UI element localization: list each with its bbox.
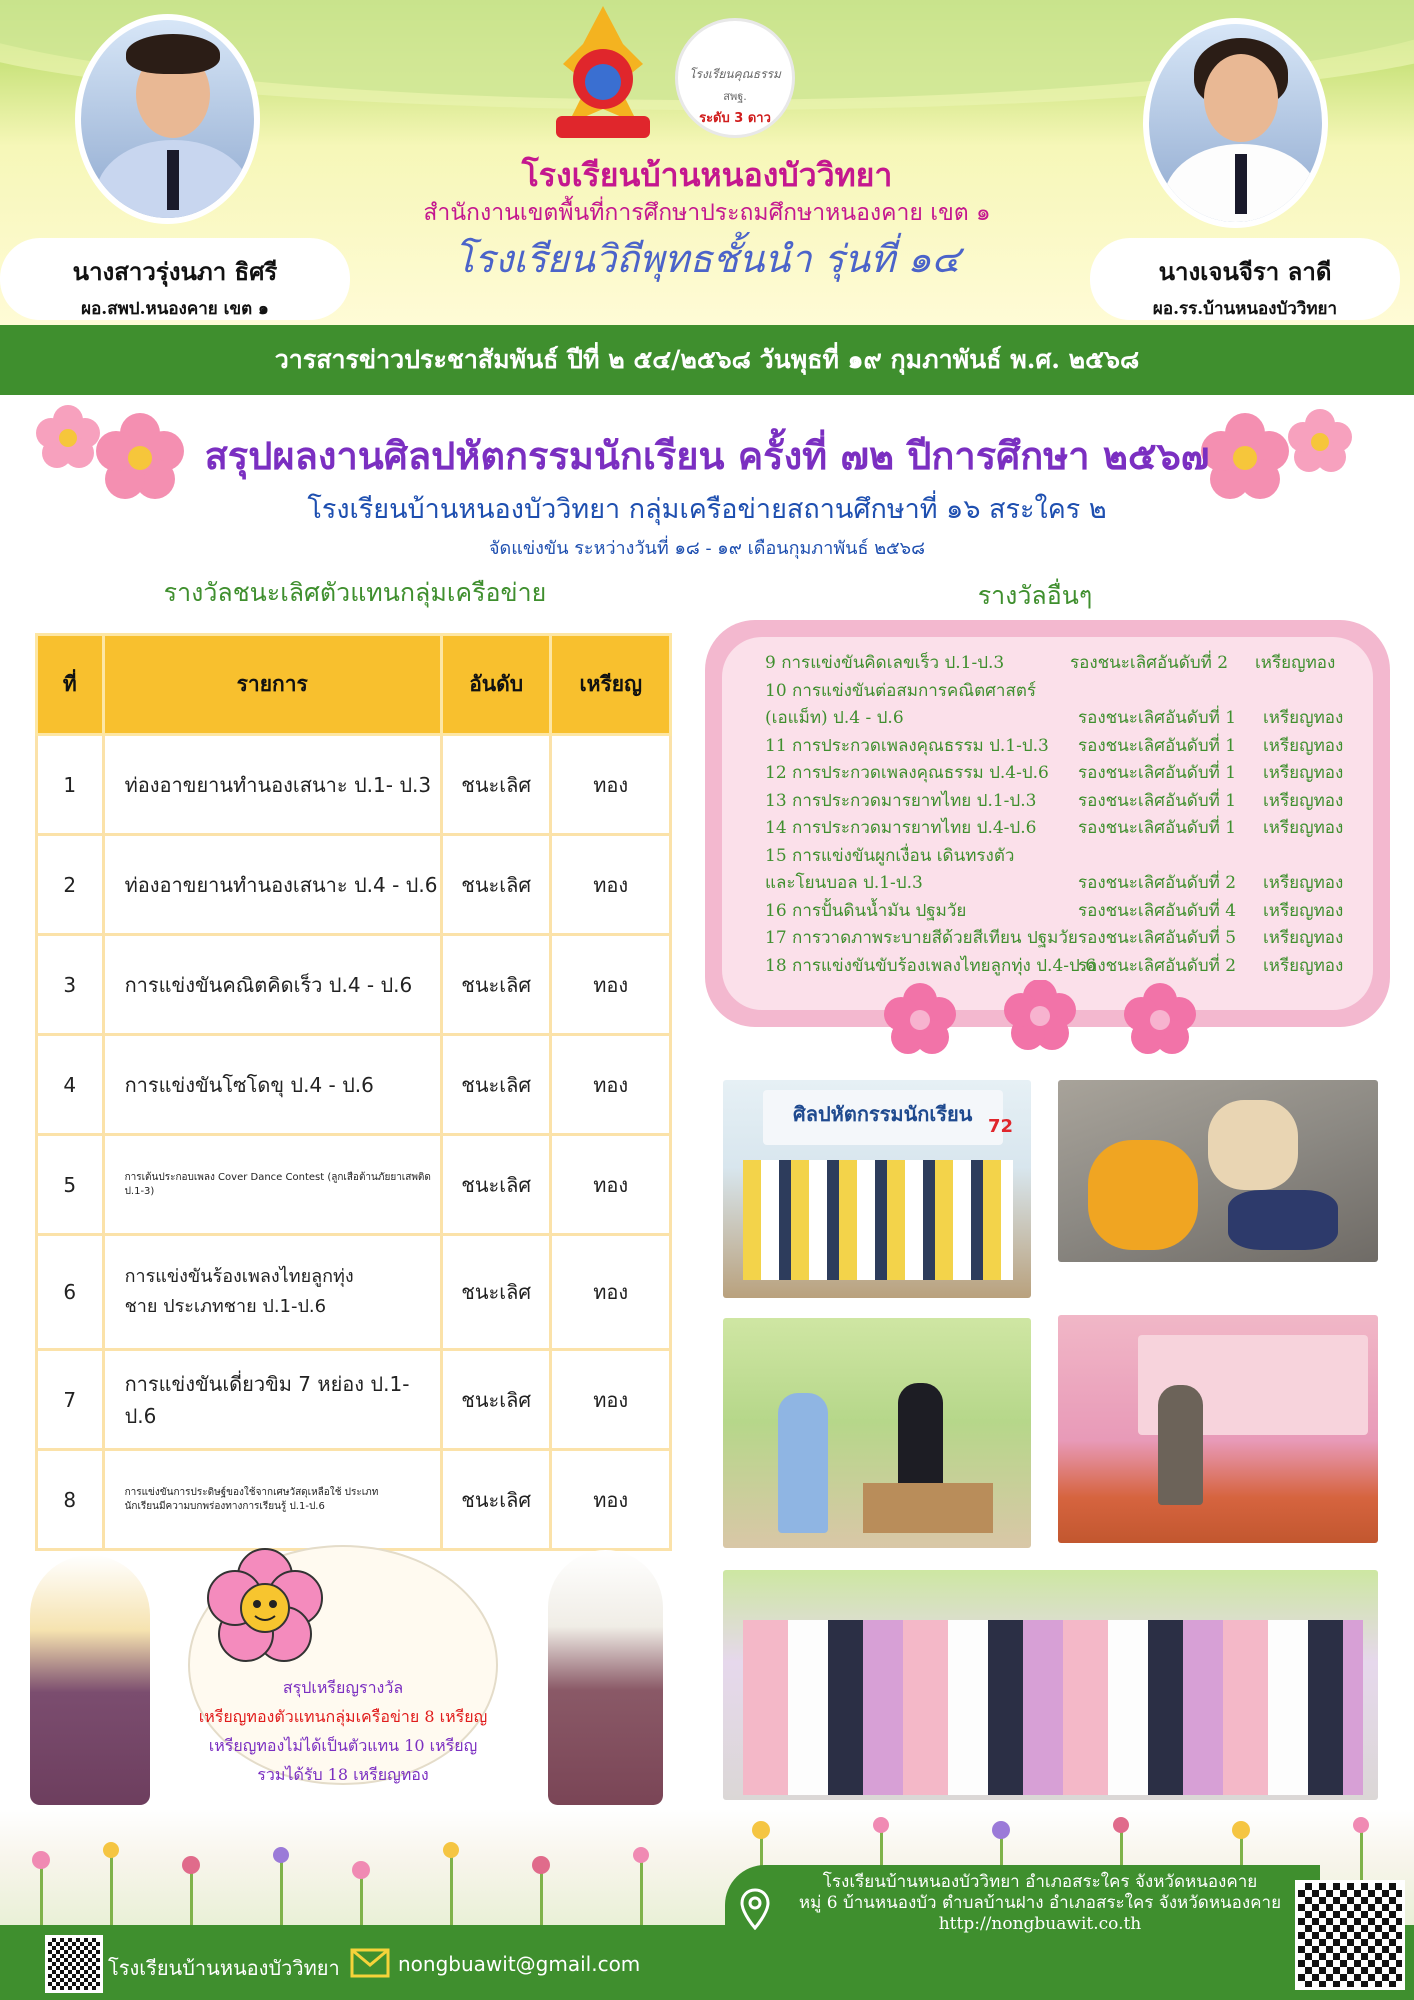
list-item	[765, 925, 1365, 953]
summary-title: สรุปเหรียญรางวัล	[282, 1678, 404, 1697]
award-rank: รองชนะเลิศอันดับที่ 1	[1078, 790, 1237, 811]
award-item: 16 การปั้นดินน้ำมัน ปฐมวัย	[765, 900, 967, 921]
teacher-right-figure	[548, 1550, 663, 1805]
photo-teachers-group	[723, 1570, 1378, 1800]
table-row	[37, 1135, 671, 1235]
table-row	[37, 1450, 671, 1550]
award-item: 13 การประกวดมารยาทไทย ป.1-ป.3	[765, 790, 1037, 811]
row-medal: ทอง	[551, 1450, 671, 1550]
email-link[interactable]: nongbuawit@gmail.com	[398, 1952, 641, 1976]
table-row	[37, 935, 671, 1035]
row-medal: ทอง	[551, 1135, 671, 1235]
list-item	[765, 788, 1365, 816]
row-item: การแข่งขันเดี่ยวขิม 7 หย่อง ป.1-ป.6	[103, 1350, 441, 1450]
row-medal: ทอง	[551, 935, 671, 1035]
photo-banner-num: 72	[988, 1116, 1014, 1137]
table-row	[37, 1035, 671, 1135]
award-item: 17 การวาดภาพระบายสีด้วยสีเทียน ปฐมวัย	[765, 928, 1078, 948]
table-row	[37, 835, 671, 935]
row-item: การแข่งขันคณิตคิดเร็ว ป.4 - ป.6	[103, 935, 441, 1035]
right-person-name: นางเจนจีรา ลาดี	[1158, 257, 1332, 286]
award-rank: รองชนะเลิศอันดับที่ 1	[1078, 818, 1237, 838]
award-medal: เหรียญทอง	[1263, 928, 1344, 948]
flower-left-icon	[28, 400, 198, 510]
award-rank: รองชนะเลิศอันดับที่ 2	[1070, 653, 1229, 673]
col-header-rank: อันดับ	[441, 635, 551, 735]
location-pin-icon	[740, 1888, 770, 1930]
summary-text	[188, 1673, 498, 1789]
row-medal: ทอง	[551, 735, 671, 835]
main-subheading: โรงเรียนบ้านหนองบัววิทยา กลุ่มเครือข่ายสถานศึกษาที่ ๑๖ สระใคร ๒	[307, 494, 1107, 525]
email-icon	[350, 1948, 390, 1978]
award-item: (เอแม็ท) ป.4 - ป.6	[765, 708, 904, 728]
summary-line1: เหรียญทองตัวแทนกลุ่มเครือข่าย 8 เหรียญ	[198, 1707, 488, 1726]
right-name-card	[1090, 238, 1400, 320]
badge-level: ระดับ 3 ดาว	[699, 111, 771, 126]
badge-text: โรงเรียนคุณธรรม	[689, 67, 781, 81]
school-name: โรงเรียนบ้านหนองบัววิทยา	[521, 156, 893, 194]
address-line2: หมู่ 6 บ้านหนองบัว ตำบลบ้านฝาง อำเภอสระใคร จังหวัดหนองคาย	[798, 1893, 1282, 1913]
list-item	[765, 733, 1365, 761]
qr-code-right[interactable]	[1295, 1880, 1405, 1990]
row-rank: ชนะเลิศ	[441, 1135, 551, 1235]
award-medal: เหรียญทอง	[1255, 653, 1336, 673]
photo-students-crafting	[1058, 1080, 1378, 1262]
box-flowers-icon	[870, 980, 1210, 1060]
col-header-no: ที่	[37, 635, 104, 735]
award-rank: รองชนะเลิศอันดับที่ 1	[1078, 763, 1237, 783]
award-medal: เหรียญทอง	[1263, 873, 1344, 893]
school-emblem-logo	[548, 4, 658, 144]
smiley-flower-icon	[205, 1548, 325, 1668]
website-link[interactable]: http://nongbuawit.co.th	[938, 1914, 1142, 1934]
list-item	[765, 815, 1365, 843]
list-item	[765, 843, 1365, 871]
list-item	[765, 705, 1365, 733]
row-rank: ชนะเลิศ	[441, 735, 551, 835]
row-item: การแข่งขันโซโดขุ ป.4 - ป.6	[103, 1035, 441, 1135]
summary-line2: เหรียญทองไม่ได้เป็นตัวแทน 10 เหรียญ	[208, 1736, 478, 1755]
main-heading: สรุปผลงานศิลปหัตกรรมนักเรียน ครั้งที่ ๗๒ ปีการศึกษา ๒๕๖๗	[204, 433, 1210, 478]
row-rank: ชนะเลิศ	[441, 1450, 551, 1550]
left-director-photo	[75, 14, 260, 224]
row-no: 8	[37, 1450, 104, 1550]
list-item	[765, 678, 1365, 706]
award-item: 18 การแข่งขันขับร้องเพลงไทยลูกทุ่ง ป.4-ป.6	[765, 955, 1097, 976]
row-rank: ชนะเลิศ	[441, 935, 551, 1035]
award-rank	[1078, 843, 1263, 871]
table-row	[37, 1350, 671, 1450]
row-medal: ทอง	[551, 1350, 671, 1450]
table-row	[37, 735, 671, 835]
row-item: การแข่งขันการประดิษฐ์ของใช้จากเศษวัสดุเหลือใช้ ประเภทนักเรียนมีความบกพร่องทางการเรียนรู้ ป.1-ป.6	[103, 1450, 441, 1550]
award-rank: รองชนะเลิศอันดับที่ 1	[1078, 708, 1237, 728]
award-medal: เหรียญทอง	[1263, 900, 1344, 921]
award-rank: รองชนะเลิศอันดับที่ 2	[1078, 955, 1237, 976]
award-medal: เหรียญทอง	[1263, 790, 1344, 811]
award-rank: รองชนะเลิศอันดับที่ 1	[1078, 735, 1237, 756]
row-no: 3	[37, 935, 104, 1035]
winners-table	[35, 633, 672, 1551]
row-medal: ทอง	[551, 1035, 671, 1135]
right-director-photo	[1143, 18, 1328, 228]
list-item	[765, 953, 1365, 981]
award-medal: เหรียญทอง	[1263, 735, 1344, 756]
facebook-page-link[interactable]: โรงเรียนบ้านหนองบัววิทยา	[108, 1956, 340, 1980]
other-awards-list	[765, 650, 1365, 980]
award-rank	[1078, 678, 1263, 706]
row-no: 1	[37, 735, 104, 835]
row-item: ท่องอาขยานทำนองเสนาะ ป.1- ป.3	[103, 735, 441, 835]
photo-group-banner	[723, 1080, 1031, 1298]
award-item: 12 การประกวดเพลงคุณธรรม ป.4-ป.6	[765, 763, 1049, 783]
teacher-left-figure	[30, 1555, 150, 1805]
row-no: 4	[37, 1035, 104, 1135]
row-rank: ชนะเลิศ	[441, 1350, 551, 1450]
table-header-row	[37, 635, 671, 735]
award-medal: เหรียญทอง	[1263, 763, 1344, 783]
award-item: 11 การประกวดเพลงคุณธรรม ป.1-ป.3	[765, 735, 1049, 756]
award-item: 10 การแข่งขันต่อสมการคณิตศาสตร์	[765, 680, 1036, 701]
row-rank: ชนะเลิศ	[441, 835, 551, 935]
row-medal: ทอง	[551, 1235, 671, 1350]
row-no: 7	[37, 1350, 104, 1450]
list-item	[765, 760, 1365, 788]
left-name-card	[0, 238, 350, 320]
photo-banner-text: ศิลปหัตกรรมนักเรียน	[793, 1102, 973, 1126]
qr-code-left[interactable]	[45, 1935, 103, 1993]
left-person-position: ผอ.สพป.หนองคาย เขต ๑	[81, 299, 269, 319]
row-item: การเต้นประกอบเพลง Cover Dance Contest (ลูกเสือต้านภัยยาเสพติด ป.1-3)	[103, 1135, 441, 1235]
award-item: และโยนบอล ป.1-ป.3	[765, 873, 923, 893]
award-rank: รองชนะเลิศอันดับที่ 2	[1078, 873, 1237, 893]
row-rank: ชนะเลิศ	[441, 1035, 551, 1135]
competition-dates: จัดแข่งขัน ระหว่างวันที่ ๑๘ - ๑๙ เดือนกุมภาพันธ์ ๒๕๖๘	[488, 538, 925, 559]
table-row	[37, 1235, 671, 1350]
right-person-position: ผอ.รร.บ้านหนองบัววิทยา	[1152, 299, 1338, 319]
award-medal: เหรียญทอง	[1263, 955, 1344, 976]
list-item	[765, 870, 1365, 898]
newsletter-bar: วารสารข่าวประชาสัมพันธ์ ปีที่ ๒ ๕๔/๒๕๖๘ วันพุธที่ ๑๙ กุมภาพันธ์ พ.ศ. ๒๕๖๘	[0, 325, 1414, 395]
award-item: 9 การแข่งขันคิดเลขเร็ว ป.1-ป.3	[765, 653, 1005, 673]
school-address	[780, 1872, 1300, 1935]
award-rank: รองชนะเลิศอันดับที่ 5	[1078, 928, 1237, 948]
col-header-item: รายการ	[103, 635, 441, 735]
section-title-winners: รางวัลชนะเลิศตัวแทนกลุ่มเครือข่าย	[163, 578, 547, 607]
list-item	[765, 650, 1365, 678]
row-item: ท่องอาขยานทำนองเสนาะ ป.4 - ป.6	[103, 835, 441, 935]
row-no: 2	[37, 835, 104, 935]
badge-sub: สพฐ.	[723, 90, 747, 103]
award-item: 15 การแข่งขันผูกเงื่อน เดินทรงตัว	[765, 845, 1015, 866]
row-medal: ทอง	[551, 835, 671, 935]
moral-school-badge	[675, 18, 795, 138]
address-line1: โรงเรียนบ้านหนองบัววิทยา อำเภอสระใคร จังหวัดหนองคาย	[822, 1872, 1258, 1892]
award-medal: เหรียญทอง	[1263, 708, 1344, 728]
program-title: โรงเรียนวิถีพุทธชั้นนำ รุ่นที่ ๑๔	[453, 237, 961, 281]
office-name: สำนักงานเขตพื้นที่การศึกษาประถมศึกษาหนองคาย เขต ๑	[423, 200, 991, 226]
list-item	[765, 898, 1365, 926]
photo-classroom	[723, 1318, 1031, 1548]
award-medal: เหรียญทอง	[1263, 818, 1344, 838]
row-no: 6	[37, 1235, 104, 1350]
photo-stage-singing	[1058, 1315, 1378, 1543]
row-rank: ชนะเลิศ	[441, 1235, 551, 1350]
section-title-other-awards: รางวัลอื่นๆ	[977, 581, 1093, 610]
col-header-medal: เหรียญ	[551, 635, 671, 735]
row-item: การแข่งขันร้องเพลงไทยลูกทุ่งชาย ประเภทชาย ป.1-ป.6	[103, 1235, 441, 1350]
left-person-name: นางสาวรุ่งนภา ธิศรี	[72, 257, 278, 286]
summary-line3: รวมได้รับ 18 เหรียญทอง	[257, 1765, 429, 1784]
award-rank: รองชนะเลิศอันดับที่ 4	[1078, 900, 1237, 921]
row-no: 5	[37, 1135, 104, 1235]
award-item: 14 การประกวดมารยาทไทย ป.4-ป.6	[765, 818, 1037, 838]
